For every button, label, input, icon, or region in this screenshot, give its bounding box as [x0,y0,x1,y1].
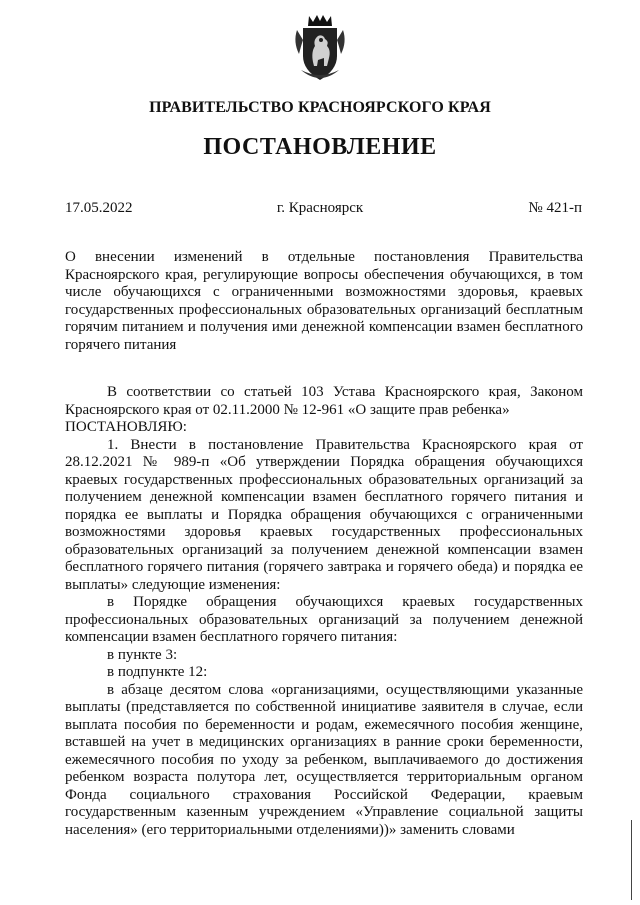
clause-3-paragraph: в пункте 3: [107,646,178,663]
document-date: 17.05.2022 [65,200,133,216]
subclause-12-paragraph: в подпункте 12: [107,664,208,680]
paragraph-ten-change: в абзаце десятом слова «организациями, осуществляющими указанные выплаты (представляется по собственной инициативе заявителя в случае, если выплата пособия по беременности и родам, ежемесячного пособия женщине, вставшей на учет в медицинских организациях в ранние сроки беременности, ежемесячного пособия по уходу за ребенком, выплачиваемого до достижения ребенком возраста полутора лет, осуществляется территориальным органом Фонда социального страхования Российской Федерации, краевым государственным казенным учреждением «Управление социальной защиты населения» (его территориальными отделениями))» заменить словами [65,681,583,838]
scan-edge-line [631,820,632,900]
government-name: ПРАВИТЕЛЬСТВО КРАСНОЯРСКОГО КРАЯ [149,99,491,116]
document-subject: О внесении изменений в отдельные постановления Правительства Красноярского края, регулирующие вопросы обеспечения обучающихся, в том числе обучающихся с ограниченными возможностями здоровья, краевых государственных профессиональных образовательных организаций бесплатным горячим питанием и получения ими денежной компенсации взамен бесплатного горячего питания [65,249,583,353]
coat-of-arms-icon [291,12,349,84]
document-title: ПОСТАНОВЛЕНИЕ [203,134,437,160]
procedure-paragraph: в Порядке обращения обучающихся краевых государственных профессиональных образовательных организаций за получением денежной компенсации взамен бесплатного горячего питания: [65,594,583,645]
item-1-paragraph: 1. Внести в постановление Правительства Красноярского края от 28.12.2021 № 989-п «Об утверждении Порядка обращения обучающихся краевых государственных профессиональных образовательных организаций за получением денежной компенсации взамен бесплатного горячего питания и порядка ее выплаты и Порядка обращения обучающихся с ограниченными возможностями здоровья краевых государственных профессиональных образовательных организаций за получением денежной компенсации взамен бесплатного горячего питания (горячего завтрака и горячего обеда) и порядка ее выплаты» следующие изменения: [65,436,583,593]
preamble-paragraph: В соответствии со статьей 103 Устава Красноярского края, Законом Красноярского края от 02.11.2000 № 12-961 «О защите прав ребенка» [65,384,583,418]
document-city: г. Красноярск [276,200,364,216]
document-number: № 421-п [528,200,582,216]
document-body [65,384,583,839]
decree-keyword: ПОСТАНОВЛЯЮ: [65,419,187,435]
